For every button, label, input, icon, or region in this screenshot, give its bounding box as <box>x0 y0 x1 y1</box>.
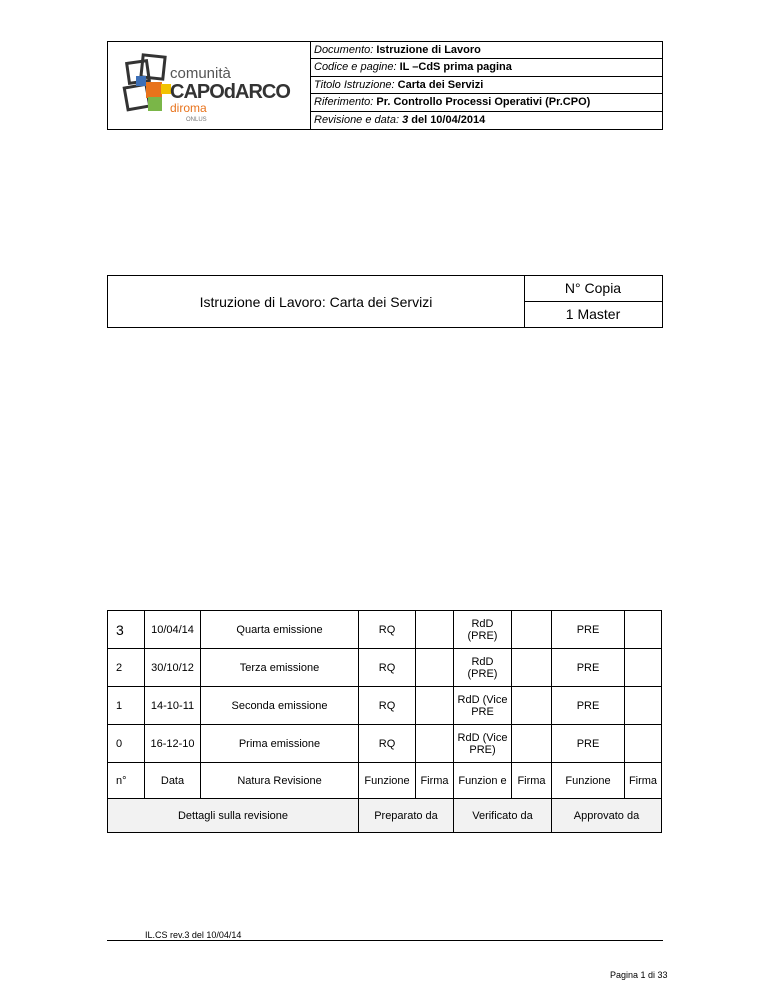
copy-label: N° Copia <box>524 276 662 302</box>
footer-divider <box>107 940 663 941</box>
copy-value: 1 Master <box>565 306 621 323</box>
document-title: Istruzione di Lavoro: Carta dei Servizi <box>108 276 525 327</box>
organization-logo <box>108 42 308 129</box>
revision-footer-row: Dettagli sulla revisione Preparato da Verificato da Approvato da <box>108 799 662 833</box>
logo-text-line4: ONLUS <box>186 117 207 123</box>
page-number: Pagina 1 di 33 <box>610 970 668 980</box>
revision-row: 0 16-12-10 Prima emissione RQ RdD (Vice PRE) PRE <box>108 725 662 763</box>
revision-header-row: n° Data Natura Revisione Funzione Firma Funzion e Firma Funzione Firma <box>108 763 662 799</box>
logo-text-line2: CAPOdARCO <box>170 81 290 103</box>
document-header <box>107 41 663 130</box>
header-row-codice: Codice e pagine: IL –CdS prima pagina <box>310 59 662 76</box>
logo-squares-icon <box>124 55 171 111</box>
header-row-revisione: Revisione e data: 3 del 10/04/2014 <box>314 113 486 126</box>
header-row-titolo: Titolo Istruzione: Carta dei Servizi <box>310 77 662 94</box>
revision-row: 1 14-10-11 Seconda emissione RQ RdD (Vice PRE PRE <box>108 687 662 725</box>
footer-code: IL.CS rev.3 del 10/04/14 <box>145 930 242 940</box>
logo-text-line3: diroma <box>170 101 207 115</box>
title-box <box>107 275 663 328</box>
header-row-documento: Documento: Istruzione di Lavoro <box>310 42 662 59</box>
logo-text-line1: comunità <box>170 65 231 82</box>
header-row-riferimento: Riferimento: Pr. Controllo Processi Operativi (Pr.CPO) <box>310 94 662 111</box>
logo-cell <box>108 42 311 129</box>
revision-row: 3 10/04/14 Quarta emissione RQ RdD (PRE) PRE <box>108 611 662 649</box>
revision-row: 2 30/10/12 Terza emissione RQ RdD (PRE) PRE <box>108 649 662 687</box>
revision-table <box>107 610 662 833</box>
